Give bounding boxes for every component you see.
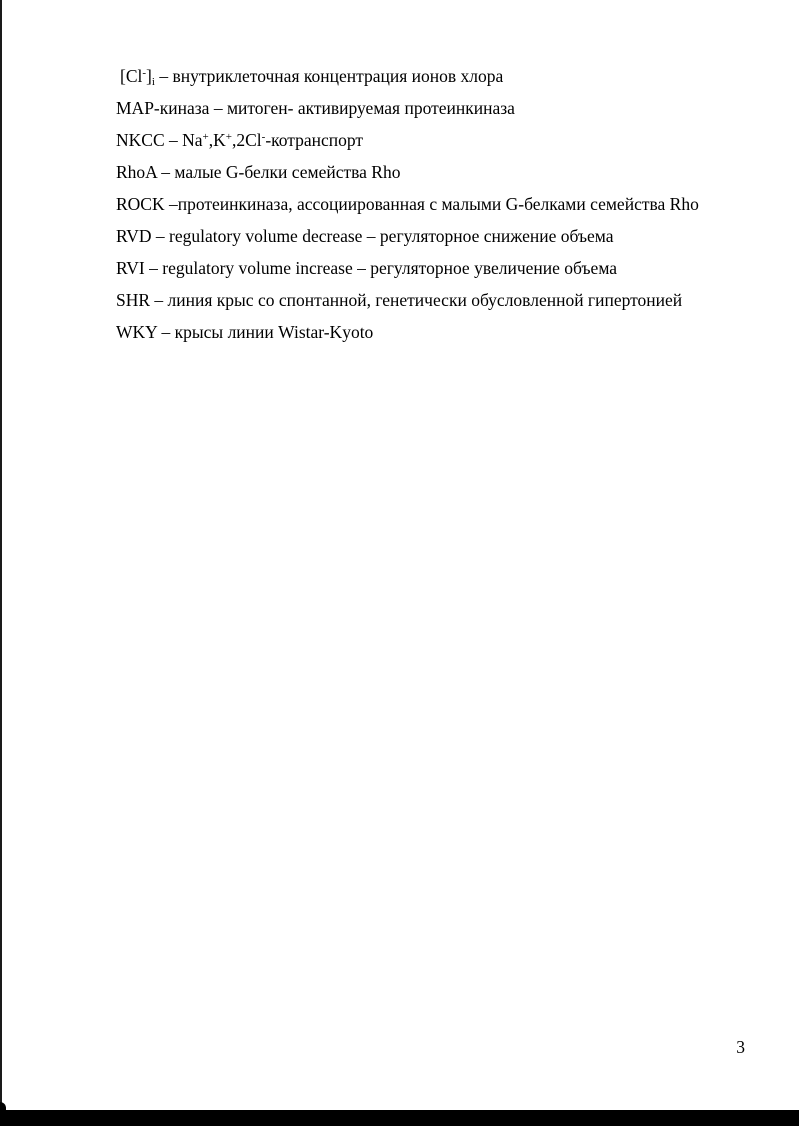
abbreviation-item-rhoa [116,156,776,188]
abbreviation-separator: – [164,130,183,150]
abbreviation-separator: – [156,162,175,182]
abbreviation-item-rvi [116,252,776,284]
abbreviation-definition: regulatory volume increase – регуляторное увеличение объема [162,258,618,278]
abbreviation-term: RVD [116,226,152,246]
abbreviation-definition: regulatory volume decrease – регуляторное снижение объема [169,226,614,246]
page-number: 3 [736,1037,745,1057]
scan-edge-left [0,0,2,1110]
scan-edge-bottom [0,1110,799,1126]
abbreviation-definition: внутриклеточная концентрация ионов хлора [172,66,504,86]
abbreviation-term: ROCK [116,194,165,214]
abbreviation-separator: – [164,194,178,214]
abbreviation-separator: – [157,322,175,342]
abbreviation-item-rock [116,188,776,220]
abbreviation-definition: крысы линии Wistar-Kyoto [174,322,374,342]
abbreviation-term: RVI [116,258,145,278]
abbreviation-definition: Na+,K+,2Cl--котранспорт [182,130,364,150]
abbreviation-item-shr [116,284,776,316]
abbreviation-separator: – [150,290,168,310]
abbreviation-item-rvd [116,220,776,252]
abbreviation-term: RhoA [116,162,157,182]
abbreviation-item-nkcc [116,124,776,156]
abbreviation-term: $[Cl^-]_i$ [120,66,155,88]
abbreviation-item-cl-i [116,60,776,92]
abbreviation-term: NKCC [116,130,165,150]
abbreviation-term: SHR [116,290,151,310]
abbreviation-item-wky [116,316,776,348]
abbreviation-definition: протеинкиназа, ассоциированная с малыми G-белками семейства Rho [177,194,699,214]
abbreviation-separator: – [144,258,163,278]
abbreviation-term: MAP-киназа [116,98,210,118]
abbreviation-separator: – [209,98,227,118]
abbreviation-term: WKY [116,322,158,342]
abbreviation-separator: – [154,66,173,86]
abbreviation-definition: митоген- активируемая протеинкиназа [226,98,515,118]
abbreviation-item-map-kinase [116,92,776,124]
abbreviation-separator: – [151,226,170,246]
abbreviation-definition: линия крыс со спонтанной, генетически обусловленной гипертонией [167,290,683,310]
abbreviation-list [116,60,776,348]
abbreviation-definition: малые G-белки семейства Rho [174,162,401,182]
